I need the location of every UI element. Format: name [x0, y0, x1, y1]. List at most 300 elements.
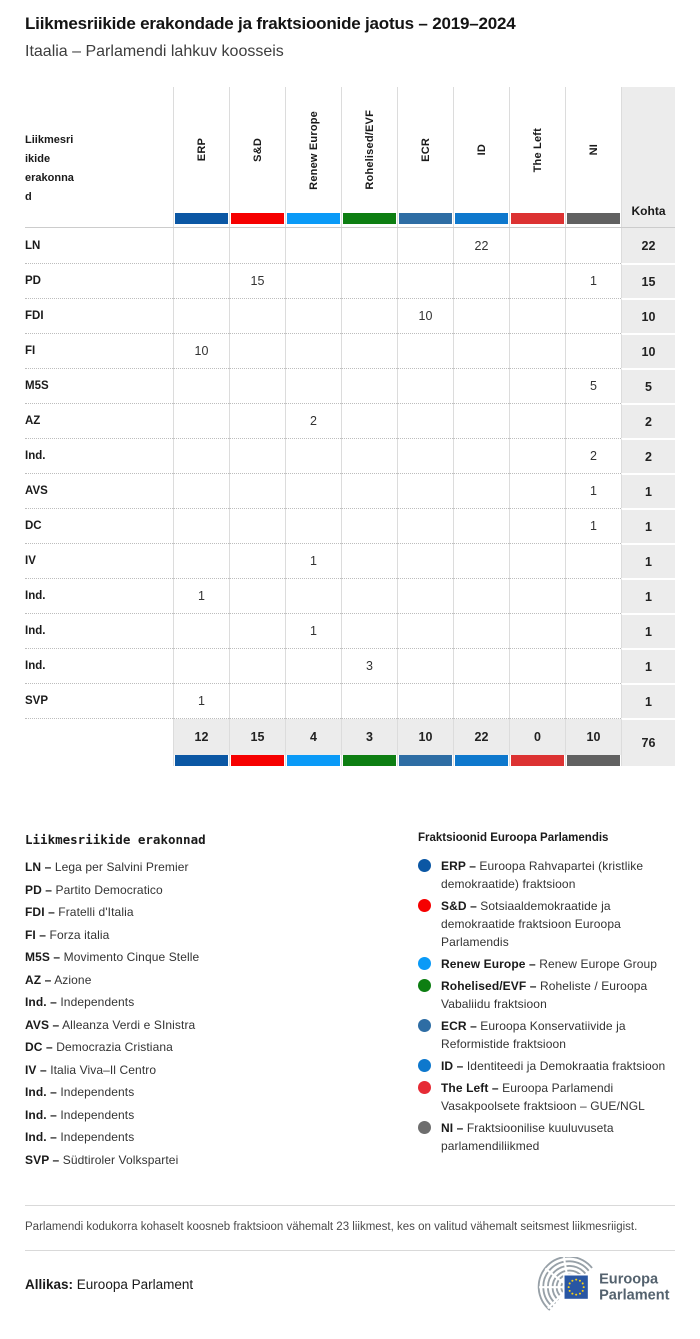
- table-row: [25, 648, 675, 683]
- group-color-bar: [175, 213, 228, 224]
- group-header-cell: [565, 87, 621, 227]
- table-row: [25, 403, 675, 438]
- seats-cell: 22: [621, 228, 675, 263]
- group-color-bar: [567, 213, 620, 224]
- party-label: Ind.: [25, 613, 173, 648]
- group-color-bar: [343, 213, 396, 224]
- legend-group-dot: [418, 1059, 431, 1072]
- seats-cell: 1: [621, 683, 675, 718]
- group-header-label: ID: [475, 144, 488, 156]
- eu-flag-icon: [564, 1275, 589, 1300]
- legend-party-name: Democrazia Cristiana: [56, 1040, 173, 1054]
- value-cell: [509, 648, 565, 683]
- value-cell: [397, 263, 453, 298]
- value-cell: 3: [341, 648, 397, 683]
- group-color-bar: [287, 213, 340, 224]
- legend-party-abbr: M5S –: [25, 950, 61, 964]
- seats-cell: 1: [621, 613, 675, 648]
- group-header-labelbox: [454, 87, 509, 213]
- value-cell: [173, 368, 229, 403]
- totals-color-bar: [399, 755, 452, 766]
- group-header-label: ERP: [195, 138, 208, 162]
- value-cell: [397, 473, 453, 508]
- legend-party-item: [25, 1063, 418, 1077]
- table-row: [25, 438, 675, 473]
- legend-group-text: ECR – Euroopa Konservatiivide ja Reformistide fraktsioon: [441, 1019, 626, 1051]
- value-cell: [509, 403, 565, 438]
- seats-cell: 10: [621, 333, 675, 368]
- seats-cell: 1: [621, 473, 675, 508]
- totals-value: 12: [174, 719, 229, 755]
- legend-group-text: S&D – Sotsiaaldemokraatide ja demokraatide fraktsioon Euroopa Parlamendis: [441, 899, 621, 949]
- seats-cell: 15: [621, 263, 675, 298]
- value-cell: [509, 508, 565, 543]
- value-cell: 10: [173, 333, 229, 368]
- legend-party-name: Azione: [54, 972, 92, 987]
- legend-party-abbr: AVS –: [25, 1017, 60, 1032]
- value-cell: [285, 263, 341, 298]
- group-header-cell: [509, 87, 565, 227]
- value-cell: [509, 263, 565, 298]
- totals-cell: [509, 718, 565, 766]
- totals-value: 4: [286, 719, 341, 755]
- value-cell: [509, 228, 565, 263]
- value-cell: [565, 648, 621, 683]
- legend-party-name: Independents: [60, 995, 135, 1009]
- totals-color-bar: [175, 755, 228, 766]
- legend-parties-heading: Liikmesriikide erakonnad: [25, 832, 206, 847]
- value-cell: [341, 613, 397, 648]
- legend-party-abbr: SVP –: [25, 1152, 60, 1167]
- value-cell: [509, 438, 565, 473]
- totals-color-bar: [567, 755, 620, 766]
- value-cell: [229, 438, 285, 473]
- value-cell: [453, 368, 509, 403]
- value-cell: [397, 368, 453, 403]
- value-cell: [173, 263, 229, 298]
- group-color-bar: [511, 213, 564, 224]
- value-cell: [341, 683, 397, 718]
- value-cell: [173, 473, 229, 508]
- value-cell: [397, 648, 453, 683]
- legend-party-name: Independents: [60, 1130, 135, 1144]
- value-cell: [229, 543, 285, 578]
- party-label: DC: [25, 508, 173, 543]
- value-cell: [341, 578, 397, 613]
- legend-group-text: The Left – Euroopa Parlamendi Vasakpoolsete fraktsioon – GUE/NGL: [441, 1081, 645, 1113]
- group-header-label: Renew Europe: [307, 110, 320, 190]
- corner-header-label: Liikmesriikide erakonnad: [25, 134, 74, 203]
- legend-parties-list: [25, 860, 418, 1167]
- group-header-cell: [229, 87, 285, 227]
- value-cell: [173, 613, 229, 648]
- table-row: [25, 578, 675, 613]
- party-label: Ind.: [25, 578, 173, 613]
- legend-party-abbr: FI –: [25, 927, 47, 942]
- value-cell: [397, 438, 453, 473]
- party-label: AZ: [25, 403, 173, 438]
- logo-line1: Euroopa: [599, 1271, 659, 1288]
- seats-cell: 2: [621, 403, 675, 438]
- party-label: Ind.: [25, 648, 173, 683]
- legend-group-dot: [418, 1081, 431, 1094]
- value-cell: [173, 648, 229, 683]
- legend-group-item: [418, 897, 675, 951]
- value-cell: 2: [565, 438, 621, 473]
- value-cell: 1: [285, 543, 341, 578]
- legend-party-item: [25, 1108, 418, 1122]
- value-cell: 1: [565, 473, 621, 508]
- divider-top: [25, 1205, 675, 1206]
- group-header-labelbox: [510, 87, 565, 213]
- legend-group-text: Renew Europe – Renew Europe Group: [441, 957, 658, 971]
- group-header-cell: [341, 87, 397, 227]
- ep-logo-graphic: [525, 1257, 675, 1312]
- value-cell: 1: [285, 613, 341, 648]
- value-cell: [173, 298, 229, 333]
- value-cell: 1: [565, 508, 621, 543]
- legend-group-dot: [418, 1121, 431, 1134]
- legend-party-abbr: Ind. –: [25, 995, 57, 1009]
- totals-color-bar: [455, 755, 508, 766]
- legend-party-item: [25, 928, 418, 942]
- table-rows: [25, 227, 675, 766]
- value-cell: 22: [453, 228, 509, 263]
- group-header-labelbox: [230, 87, 285, 213]
- value-cell: [453, 508, 509, 543]
- value-cell: [397, 508, 453, 543]
- group-header-label: The Left: [531, 127, 544, 173]
- value-cell: [285, 228, 341, 263]
- totals-cell: [285, 718, 341, 766]
- group-header-labelbox: [398, 87, 453, 213]
- legend-party-abbr: Ind. –: [25, 1085, 57, 1099]
- totals-value: 15: [230, 719, 285, 755]
- legend-party-abbr: PD –: [25, 882, 53, 897]
- legend-party-item: [25, 1153, 418, 1167]
- value-cell: [565, 333, 621, 368]
- legend-party-item: [25, 950, 418, 964]
- group-header-label: ECR: [419, 138, 432, 162]
- totals-color-bar: [231, 755, 284, 766]
- legend-group-item: [418, 977, 675, 1013]
- value-cell: 1: [173, 683, 229, 718]
- value-cell: [341, 263, 397, 298]
- page-subtitle: Itaalia – Parlamendi lahkuv koosseis: [25, 43, 284, 60]
- value-cell: [509, 543, 565, 578]
- group-header-cell: [453, 87, 509, 227]
- value-cell: [509, 578, 565, 613]
- value-cell: [509, 613, 565, 648]
- table-row: [25, 508, 675, 543]
- value-cell: [285, 368, 341, 403]
- value-cell: [341, 228, 397, 263]
- value-cell: [453, 578, 509, 613]
- group-header-labelbox: [342, 87, 397, 213]
- source-label: Allikas:: [25, 1277, 74, 1292]
- table-header-row: [25, 87, 675, 227]
- value-cell: [453, 473, 509, 508]
- legend-party-name: Italia Viva–Il Centro: [50, 1062, 157, 1077]
- legend-party-abbr: AZ –: [25, 972, 52, 987]
- party-label: M5S: [25, 368, 173, 403]
- ep-logo-text: [599, 1272, 669, 1304]
- legend-group-abbr: Rohelised/EVF –: [441, 979, 537, 993]
- page-title: Liikmesriikide erakondade ja fraktsioonide jaotus – 2019–2024: [25, 14, 516, 33]
- table-row: [25, 298, 675, 333]
- value-cell: [397, 613, 453, 648]
- party-label: FDI: [25, 298, 173, 333]
- value-cell: [229, 648, 285, 683]
- legend-group-item: [418, 1017, 675, 1053]
- legend-party-item: [25, 973, 418, 987]
- value-cell: [397, 228, 453, 263]
- legend-party-abbr: Ind. –: [25, 1107, 57, 1122]
- value-cell: [509, 298, 565, 333]
- value-cell: [341, 543, 397, 578]
- legend-group-dot: [418, 859, 431, 872]
- group-header-label: NI: [587, 144, 600, 156]
- seats-cell: 10: [621, 298, 675, 333]
- value-cell: [341, 298, 397, 333]
- totals-color-bar: [287, 755, 340, 766]
- value-cell: 15: [229, 263, 285, 298]
- legend-party-name: Alleanza Verdi e SInistra: [62, 1017, 196, 1032]
- value-cell: [285, 683, 341, 718]
- totals-cell: [397, 718, 453, 766]
- logo-line2: Parlament: [599, 1287, 670, 1304]
- table-row: [25, 613, 675, 648]
- value-cell: [285, 333, 341, 368]
- value-cell: [229, 368, 285, 403]
- value-cell: [229, 613, 285, 648]
- value-cell: [565, 403, 621, 438]
- value-cell: [565, 228, 621, 263]
- totals-row: [25, 718, 675, 766]
- value-cell: [453, 613, 509, 648]
- value-cell: [229, 403, 285, 438]
- value-cell: [453, 403, 509, 438]
- table-row: [25, 228, 675, 263]
- party-label: PD: [25, 263, 173, 298]
- value-cell: [285, 298, 341, 333]
- value-cell: [453, 438, 509, 473]
- legend-group-abbr: ERP –: [441, 859, 476, 873]
- ep-logo: [525, 1257, 675, 1312]
- totals-cell: [229, 718, 285, 766]
- value-cell: [509, 368, 565, 403]
- value-cell: [453, 333, 509, 368]
- value-cell: [453, 648, 509, 683]
- seats-cell: 1: [621, 578, 675, 613]
- legend-group-text: ERP – Euroopa Rahvapartei (kristlike demokraatide) fraktsioon: [441, 859, 644, 891]
- legend-group-abbr: S&D –: [441, 899, 477, 913]
- group-header-labelbox: [174, 87, 229, 213]
- legend-party-abbr: LN –: [25, 860, 52, 874]
- table-row: [25, 473, 675, 508]
- totals-seats-cell: 76: [621, 718, 675, 766]
- value-cell: [229, 508, 285, 543]
- party-label: Ind.: [25, 438, 173, 473]
- totals-cell: [565, 718, 621, 766]
- group-header-cell: [173, 87, 229, 227]
- group-color-bar: [399, 213, 452, 224]
- seats-cell: 1: [621, 543, 675, 578]
- legend-party-name: Südtiroler Volkspartei: [62, 1152, 179, 1167]
- source: [25, 1277, 193, 1292]
- legends: [25, 832, 675, 1175]
- value-cell: 1: [565, 263, 621, 298]
- totals-color-bar: [511, 755, 564, 766]
- seats-cell: 1: [621, 648, 675, 683]
- legend-party-abbr: IV –: [25, 1062, 47, 1077]
- value-cell: [285, 648, 341, 683]
- value-cell: [509, 333, 565, 368]
- legend-party-name: Movimento Cinque Stelle: [63, 950, 200, 964]
- legend-group-text: NI – Fraktsioonilise kuuluvuseta parlamendiliikmed: [441, 1121, 614, 1153]
- legend-party-item: [25, 995, 418, 1009]
- legend-party-name: Fratelli d'Italia: [58, 905, 134, 919]
- group-color-bar: [455, 213, 508, 224]
- value-cell: [397, 333, 453, 368]
- totals-value: 10: [566, 719, 621, 755]
- value-cell: [173, 403, 229, 438]
- value-cell: [229, 228, 285, 263]
- value-cell: [173, 228, 229, 263]
- table-row: [25, 263, 675, 298]
- legend-party-abbr: FDI –: [25, 905, 55, 919]
- value-cell: [285, 438, 341, 473]
- legend-group-item: [418, 1119, 675, 1155]
- legend-group-dot: [418, 1019, 431, 1032]
- value-cell: [173, 508, 229, 543]
- legend-party-item: [25, 1018, 418, 1032]
- legend-groups-heading: Fraktsioonid Euroopa Parlamendis: [418, 832, 609, 844]
- value-cell: [397, 543, 453, 578]
- value-cell: [229, 473, 285, 508]
- party-label: IV: [25, 543, 173, 578]
- value-cell: [453, 543, 509, 578]
- legend-groups: [418, 832, 675, 1175]
- value-cell: 10: [397, 298, 453, 333]
- legend-party-item: [25, 860, 418, 874]
- legend-group-abbr: NI –: [441, 1121, 464, 1135]
- value-cell: [565, 683, 621, 718]
- value-cell: [509, 683, 565, 718]
- legend-group-abbr: ID –: [441, 1059, 464, 1073]
- value-cell: [341, 368, 397, 403]
- totals-cell: [173, 718, 229, 766]
- value-cell: [565, 613, 621, 648]
- legend-group-text: Rohelised/EVF – Roheliste / Euroopa Vabaliidu fraktsioon: [441, 979, 648, 1011]
- legend-party-name: Forza italia: [49, 927, 110, 942]
- divider-bottom: [25, 1250, 675, 1251]
- seats-cell: 2: [621, 438, 675, 473]
- value-cell: 1: [173, 578, 229, 613]
- totals-value: 22: [454, 719, 509, 755]
- legend-party-abbr: Ind. –: [25, 1130, 57, 1144]
- party-label: LN: [25, 239, 41, 252]
- value-cell: [229, 298, 285, 333]
- seats-cell: 1: [621, 508, 675, 543]
- value-cell: [285, 578, 341, 613]
- footnote: Parlamendi kodukorra kohaselt koosneb fraktsioon vähemalt 23 liikmest, kes on valitud vähemalt seitsmest liikmesriigist.: [25, 1221, 638, 1233]
- party-label: FI: [25, 333, 173, 368]
- group-header-labelbox: [566, 87, 621, 213]
- value-cell: 5: [565, 368, 621, 403]
- value-cell: [229, 683, 285, 718]
- legend-party-item: [25, 883, 418, 897]
- group-header-label: Rohelised/EVF: [363, 110, 376, 190]
- group-header-labelbox: [286, 87, 341, 213]
- legend-group-abbr: ECR –: [441, 1019, 477, 1033]
- legend-group-abbr: The Left –: [441, 1081, 499, 1095]
- value-cell: [229, 333, 285, 368]
- distribution-table: [25, 87, 675, 766]
- corner-header-cell: [25, 87, 173, 227]
- table-row: [25, 368, 675, 403]
- legend-party-abbr: DC –: [25, 1040, 53, 1054]
- group-header-cell: [285, 87, 341, 227]
- source-value: Euroopa Parlament: [76, 1277, 194, 1292]
- value-cell: [341, 508, 397, 543]
- value-cell: [453, 298, 509, 333]
- value-cell: [565, 578, 621, 613]
- totals-value: 0: [510, 719, 565, 755]
- legend-party-item: [25, 905, 418, 919]
- value-cell: [229, 578, 285, 613]
- legend-party-name: Independents: [60, 1107, 135, 1122]
- totals-label-cell: [25, 718, 173, 766]
- totals-cell: [453, 718, 509, 766]
- legend-party-name: Independents: [60, 1085, 135, 1099]
- totals-color-bar: [343, 755, 396, 766]
- value-cell: [397, 683, 453, 718]
- legend-party-name: Partito Democratico: [55, 882, 163, 897]
- legend-party-item: [25, 1085, 418, 1099]
- source-bar: [25, 1257, 675, 1312]
- value-cell: [565, 298, 621, 333]
- group-header-cell: [397, 87, 453, 227]
- table-row: [25, 333, 675, 368]
- value-cell: [173, 543, 229, 578]
- value-cell: [341, 403, 397, 438]
- legend-parties: [25, 832, 418, 1175]
- totals-cell: [341, 718, 397, 766]
- value-cell: [397, 578, 453, 613]
- value-cell: [453, 263, 509, 298]
- header: [0, 0, 700, 61]
- seats-header-cell: Kohta: [621, 87, 675, 227]
- legend-group-item: [418, 1057, 675, 1075]
- legend-groups-list: [418, 857, 675, 1155]
- party-label: AVS: [25, 473, 173, 508]
- value-cell: [173, 438, 229, 473]
- legend-group-dot: [418, 899, 431, 912]
- legend-group-abbr: Renew Europe –: [441, 957, 536, 971]
- legend-group-dot: [418, 979, 431, 992]
- legend-party-name: Lega per Salvini Premier: [54, 860, 189, 874]
- value-cell: 2: [285, 403, 341, 438]
- legend-group-item: [418, 1079, 675, 1115]
- party-label: SVP: [25, 683, 173, 718]
- legend-group-item: [418, 955, 675, 973]
- value-cell: [509, 473, 565, 508]
- group-color-bar: [231, 213, 284, 224]
- seats-cell: 5: [621, 368, 675, 403]
- value-cell: [285, 508, 341, 543]
- table-row: [25, 543, 675, 578]
